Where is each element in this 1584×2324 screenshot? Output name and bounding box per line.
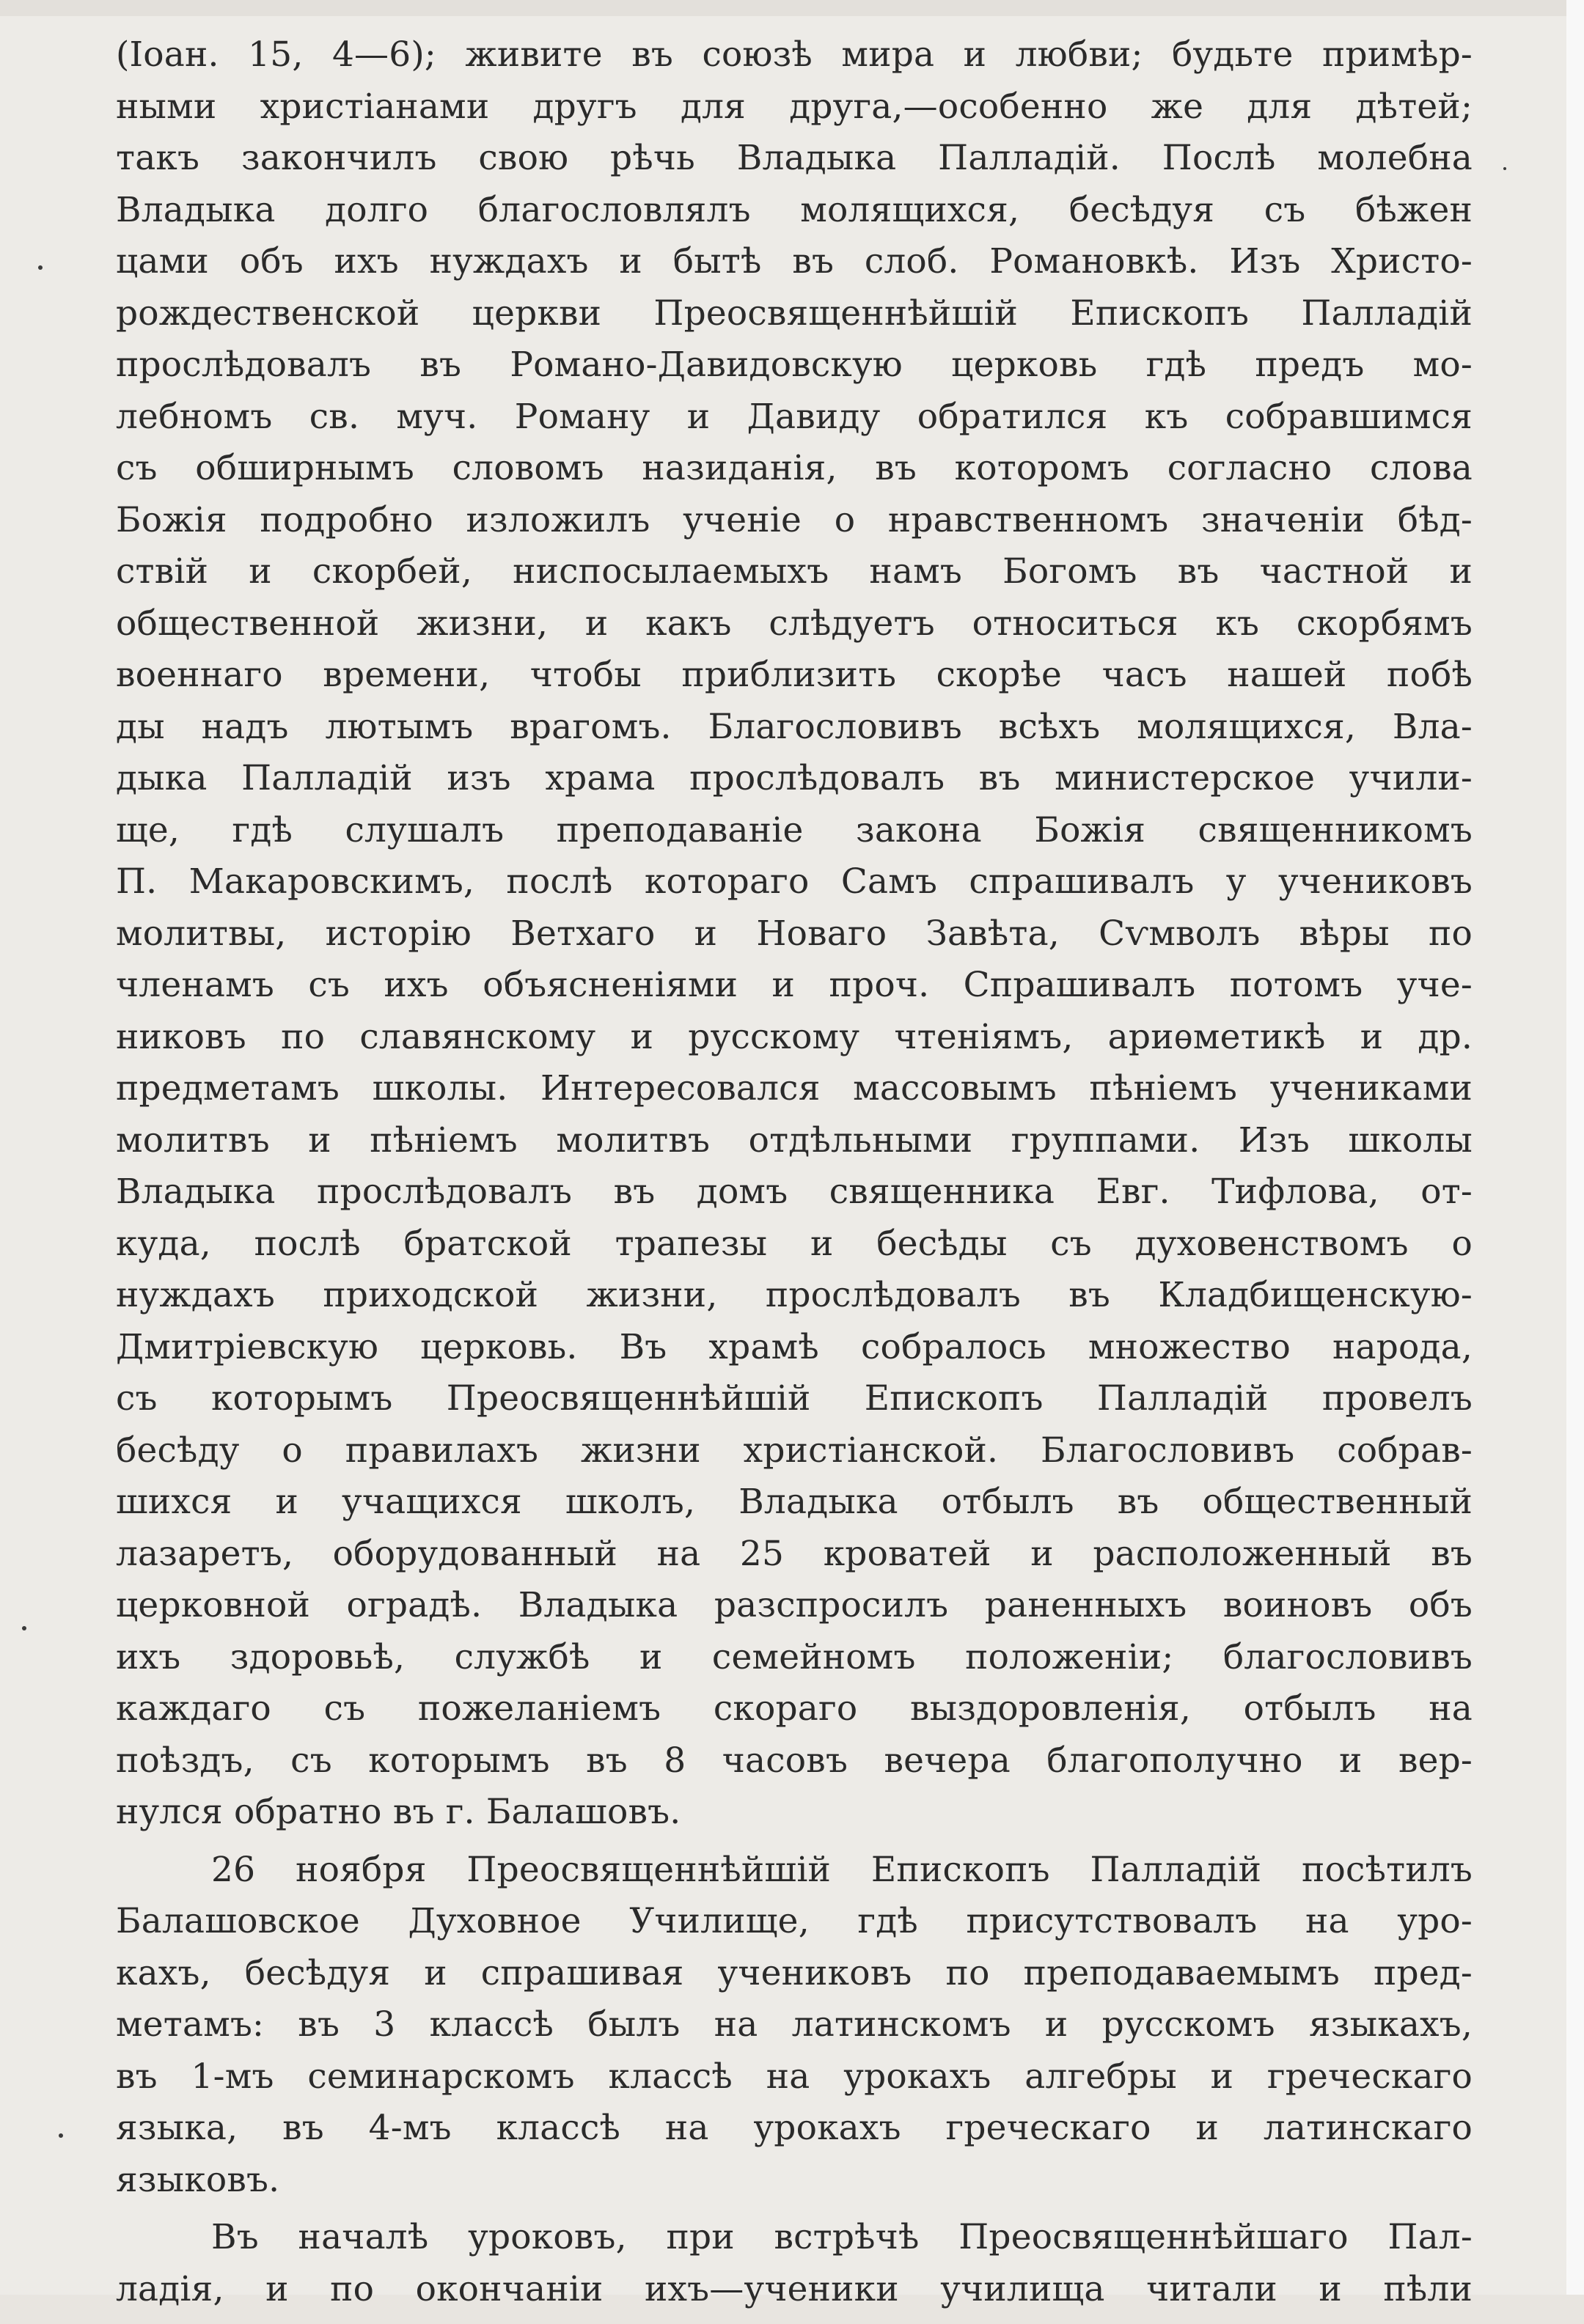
text-line: Владыка долго благословлялъ молящихся, бесѣдуя съ бѣжен [116,189,1473,230]
text-line: языка, въ 4-мъ классѣ на урокахъ греческаго и латинскаго [116,2108,1473,2148]
text-line: церковной оградѣ. Владыка разспросилъ раненныхъ воиновъ объ [116,1585,1473,1625]
paragraph-1 [116,29,1473,1839]
text-line: съ обширнымъ словомъ назиданія, въ которомъ согласно слова [116,448,1473,488]
text-line: такъ закончилъ свою рѣчь Владыка Палладій. Послѣ молебна [116,138,1473,178]
text-line: языковъ. [116,2159,280,2200]
text-line: общественной жизни, и какъ слѣдуетъ относиться къ скорбямъ [116,603,1473,644]
ink-speck [59,2133,63,2138]
paragraph-2 [116,1839,1473,2207]
text-line: членамъ съ ихъ объясненіями и проч. Спрашивалъ потомъ уче- [116,965,1473,1005]
text-line: П. Макаровскимъ, послѣ котораго Самъ спрашивалъ у учениковъ [116,861,1473,902]
text-line: рождественской церкви Преосвященнѣйшій Епископъ Палладій [116,293,1473,334]
text-line: метамъ: въ 3 классѣ былъ на латинскомъ и русскомъ языкахъ, [116,2004,1473,2045]
text-line: ладія, и по окончаніи ихъ—ученики училища читали и пѣли [116,2268,1473,2309]
text-line: молитвъ и пѣніемъ молитвъ отдѣльными группами. Изъ школы [116,1119,1473,1161]
text-line: Божія подробно изложилъ ученіе о нравственномъ значеніи бѣд- [116,499,1473,540]
text-line: Дмитріевскую церковь. Въ храмѣ собралось множество народа, [116,1326,1473,1367]
text-line: цами объ ихъ нуждахъ и бытѣ въ слоб. Романовкѣ. Изъ Христо- [116,241,1473,282]
text-line: ствій и скорбей, ниспосылаемыхъ намъ Богомъ въ частной и [116,551,1473,592]
text-line: молитвы, исторію Ветхаго и Новаго Завѣта, Сѵмволъ вѣры по [116,913,1473,954]
text-line: нулся обратно въ г. Балашовъ. [116,1792,681,1832]
text-line: каждаго съ пожеланіемъ скораго выздоровленія, отбылъ на [116,1688,1473,1729]
text-line: поѣздъ, съ которымъ въ 8 часовъ вечера благополучно и вер- [116,1740,1473,1781]
text-line: куда, послѣ братской трапезы и бесѣды съ духовенствомъ о [116,1223,1473,1264]
text-line: (Іоан. 15, 4—6); живите въ союзѣ мира и любви; будьте примѣр- [116,34,1473,75]
ink-speck [22,1626,26,1630]
text-line: съ которымъ Преосвященнѣйшій Епископъ Палладій провелъ [116,1378,1473,1419]
text-line: лазаретъ, оборудованный на 25 кроватей и расположенный въ [116,1533,1473,1574]
page-right-margin [1566,0,1584,2324]
body-text [116,29,1473,2315]
text-line: бесѣду о правилахъ жизни христіанской. Благословивъ собрав- [116,1430,1473,1471]
paragraph-gap [116,2206,1473,2212]
text-line: никовъ по славянскому и русскому чтеніямъ, ариѳметикѣ и др. [116,1016,1473,1057]
paragraph-gap [116,1839,1473,1845]
text-line: шихся и учащихся школъ, Владыка отбылъ въ общественный [116,1482,1473,1522]
text-line: ными христіанами другъ для друга,—особенно же для дѣтей; [116,86,1473,127]
text-line: Въ началѣ уроковъ, при встрѣчѣ Преосвященнѣйшаго Пал- [211,2217,1473,2257]
text-line: кахъ, бесѣдуя и спрашивая учениковъ по преподаваемымъ пред- [116,1952,1473,1993]
page-top-edge [0,0,1584,16]
ink-speck [38,265,43,270]
paragraph-3 [116,2206,1473,2315]
text-line: Владыка прослѣдовалъ въ домъ священника Евг. Тифлова, от- [116,1172,1473,1212]
text-line: нуждахъ приходской жизни, прослѣдовалъ въ Кладбищенскую- [116,1275,1473,1315]
text-line: прослѣдовалъ въ Романо-Давидовскую церковь гдѣ предъ мо- [116,345,1473,385]
text-line: ихъ здоровьѣ, службѣ и семейномъ положеніи; благословивъ [116,1636,1473,1677]
text-line: въ 1-мъ семинарскомъ классѣ на урокахъ алгебры и греческаго [116,2056,1473,2097]
text-line: дыка Палладій изъ храма прослѣдовалъ въ министерское учили- [116,758,1473,798]
text-line: ды надъ лютымъ врагомъ. Благословивъ всѣхъ молящихся, Вла- [116,706,1473,747]
text-line: ще, гдѣ слушалъ преподаваніе закона Божія священникомъ [116,809,1473,850]
ink-speck [1503,167,1506,170]
text-line: военнаго времени, чтобы приблизить скорѣе часъ нашей побѣ [116,655,1473,695]
text-line: 26 ноября Преосвященнѣйшій Епископъ Палладій посѣтилъ [211,1849,1473,1890]
text-line: предметамъ школы. Интересовался массовымъ пѣніемъ учениками [116,1068,1473,1108]
text-line: Балашовское Духовное Училище, гдѣ присутствовалъ на уро- [116,1901,1473,1941]
text-line: лебномъ св. муч. Роману и Давиду обратился къ собравшимся [116,396,1473,437]
